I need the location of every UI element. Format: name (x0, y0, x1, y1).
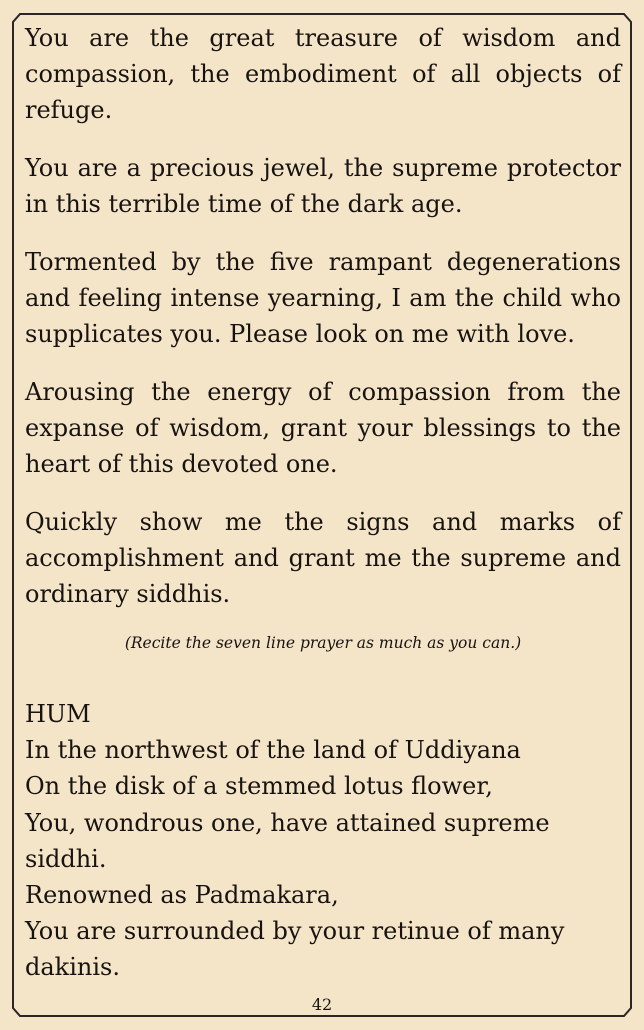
prayer-paragraph-3: Tormented by the five rampant degenerations and feeling intense yearning, I am the child who supplicates you. Please look on me with love. (25, 248, 621, 348)
verse-line: siddhi. (25, 844, 107, 873)
recitation-instruction: (Recite the seven line prayer as much as you can.) (124, 634, 522, 652)
verse-line: Renowned as Padmakara, (25, 881, 339, 910)
seven-line-prayer-verse (25, 696, 621, 986)
verse-line: You, wondrous one, have attained supreme (25, 808, 550, 837)
verse-line: In the northwest of the land of Uddiyana (25, 736, 521, 765)
page-number: 42 (311, 995, 333, 1014)
verse-line: On the disk of a stemmed lotus flower, (25, 772, 493, 801)
verse-line: dakinis. (25, 953, 120, 982)
verse-line-hum: HUM (25, 700, 91, 728)
verse-line: You are surrounded by your retinue of many (25, 917, 565, 946)
prayer-paragraph-1: You are the great treasure of wisdom and compassion, the embodiment of all objects of refuge. (25, 24, 621, 124)
prayer-paragraph-4: Arousing the energy of compassion from the expanse of wisdom, grant your blessings to the heart of this devoted one. (25, 378, 621, 478)
prayer-text-block (25, 20, 621, 986)
prayer-paragraph-5: Quickly show me the signs and marks of accomplishment and grant me the supreme and ordinary siddhis. (25, 508, 621, 608)
prayer-paragraph-2: You are a precious jewel, the supreme protector in this terrible time of the dark age. (25, 154, 621, 218)
